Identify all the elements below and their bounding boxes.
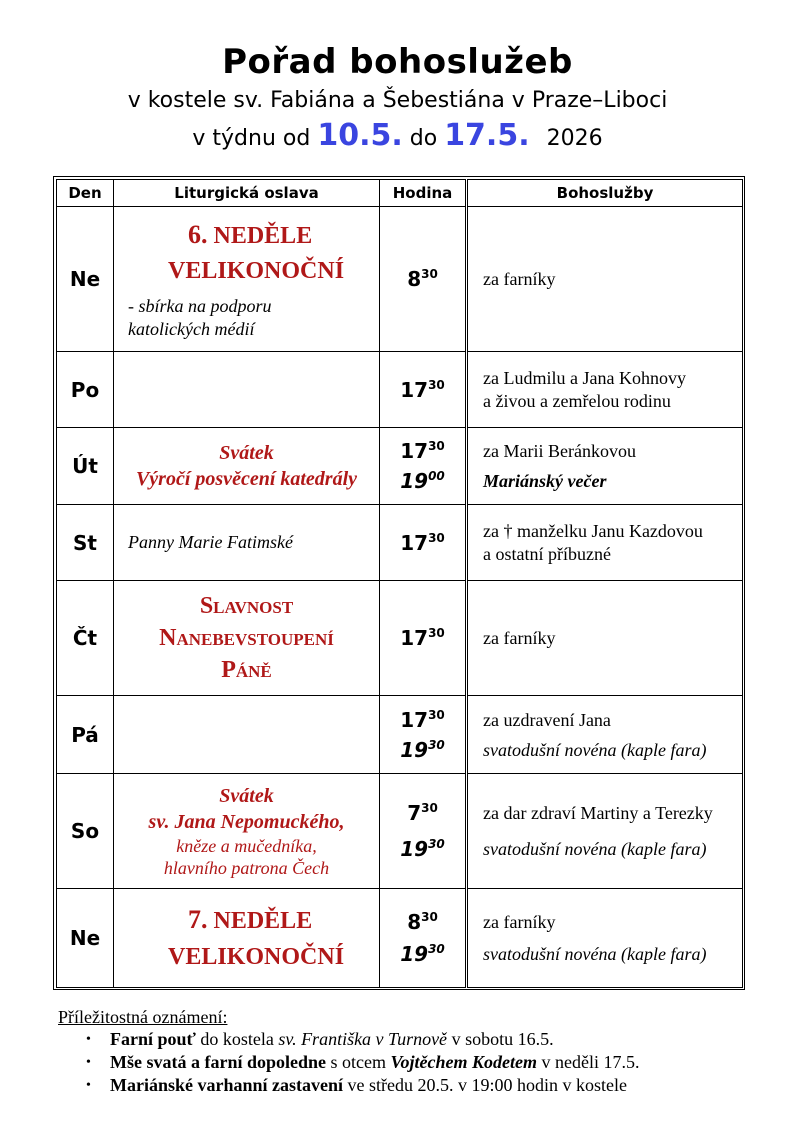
page-title: Pořad bohoslužeb [222, 42, 573, 82]
service-cell [467, 696, 743, 774]
table-row [57, 207, 743, 352]
feast-cell [114, 352, 380, 428]
day-cell: Pá [57, 696, 114, 774]
day-cell: Čt [57, 581, 114, 696]
feast-word: NEDĚLE [207, 907, 313, 934]
time-value [380, 705, 465, 735]
service-line: za farníky [483, 912, 556, 932]
time-minutes: 30 [421, 910, 438, 924]
feast-note-2: katolických médií [128, 318, 255, 339]
feast-subtitle-1: kněze a mučedníka, [176, 836, 317, 856]
week-between: do [409, 126, 438, 151]
time-value [380, 621, 465, 655]
day-cell: Ne [57, 207, 114, 352]
feast-title-2: VELIKONOČNÍ [168, 943, 345, 970]
table-row [57, 428, 743, 505]
time-minutes: 30 [421, 801, 438, 815]
table-row [57, 774, 743, 889]
time-value [380, 436, 465, 466]
day-cell: So [57, 774, 114, 889]
feast-title-1 [128, 902, 379, 939]
header-services: Bohoslužby [467, 180, 743, 207]
time-hour: 17 [400, 377, 429, 402]
service-cell [467, 774, 743, 889]
service-line: za † manželku Janu Kazdovou [483, 520, 703, 541]
time-minutes: 30 [428, 837, 445, 851]
item-bold: Farní pouť [110, 1029, 196, 1049]
feast-subtitle-2: hlavního patrona Čech [163, 858, 330, 878]
service-line: svatodušní novéna (kaple fara) [483, 944, 707, 964]
service-cell [467, 428, 743, 505]
service-line: za dar zdraví Martiny a Terezky [483, 803, 713, 823]
item-bold: Mše svatá a farní dopoledne [110, 1052, 326, 1072]
feast-word: NEDĚLE [207, 222, 313, 249]
time-cell [380, 505, 467, 581]
feast-cell [114, 581, 380, 696]
time-value [380, 938, 465, 970]
feast-cell [114, 696, 380, 774]
time-hour: 19 [400, 469, 429, 493]
feast-title-2: Výročí posvěcení katedrály [135, 468, 358, 490]
announcements [58, 1006, 758, 1097]
time-cell [380, 581, 467, 696]
feast-title-1: Svátek [219, 442, 274, 464]
time-hour: 17 [400, 626, 429, 650]
time-hour: 7 [407, 801, 422, 825]
time-minutes: 30 [428, 377, 445, 392]
time-minutes: 30 [428, 737, 445, 752]
feast-title-1: Slavnost [199, 593, 294, 619]
table-row [57, 889, 743, 988]
week-prefix: v týdnu od [192, 126, 311, 151]
time-hour: 17 [400, 530, 429, 555]
time-value [380, 466, 465, 496]
feast-title-2: VELIKONOČNÍ [168, 257, 345, 284]
announcements-heading: Příležitostná oznámení: [58, 1007, 228, 1027]
service-line: svatodušní novéna (kaple fara) [483, 839, 707, 859]
service-line: za farníky [483, 268, 556, 289]
list-item [58, 1074, 758, 1097]
time-value [380, 373, 465, 407]
table-row [57, 581, 743, 696]
item-text: do kostela [195, 1029, 279, 1049]
time-minutes: 30 [428, 707, 445, 722]
feast-title-3: Páně [221, 657, 272, 683]
time-value [380, 795, 465, 831]
time-minutes: 30 [428, 439, 445, 453]
feast-title-1: Panny Marie Fatimské [128, 532, 293, 552]
list-item [58, 1028, 758, 1051]
time-hour: 17 [400, 707, 429, 732]
service-line: a ostatní příbuzné [483, 543, 611, 564]
day-cell: Út [57, 428, 114, 505]
year: 2026 [546, 126, 603, 151]
time-value [380, 262, 465, 296]
service-line: svatodušní novéna (kaple fara) [483, 739, 707, 760]
time-cell [380, 889, 467, 988]
page-subtitle: v kostele sv. Fabiána a Šebestiána v Praze–Liboci [127, 88, 668, 113]
feast-title-2: sv. Jana Nepomuckého, [148, 811, 345, 833]
service-line: za farníky [483, 627, 556, 648]
service-line: za uzdravení Jana [483, 709, 611, 730]
feast-cell [114, 428, 380, 505]
time-hour: 19 [400, 942, 429, 966]
feast-title-1: Svátek [219, 785, 274, 807]
service-cell [467, 207, 743, 352]
time-hour: 8 [407, 267, 422, 291]
time-value [380, 906, 465, 938]
date-to: 17.5. [444, 118, 530, 153]
feast-cell [114, 774, 380, 889]
table-row [57, 696, 743, 774]
day-cell: Po [57, 352, 114, 428]
time-hour: 19 [400, 837, 429, 861]
feast-note-1: - sbírka na podporu [128, 295, 272, 316]
date-from: 10.5. [317, 118, 403, 153]
table-row [57, 505, 743, 581]
header-den: Den [57, 180, 114, 207]
item-bold: Mariánské varhanní zastavení [110, 1075, 344, 1095]
week-line [0, 118, 795, 153]
time-hour: 8 [407, 910, 422, 934]
day-cell: St [57, 505, 114, 581]
time-minutes: 30 [428, 942, 445, 956]
day-cell: Ne [57, 889, 114, 988]
list-item [58, 1051, 758, 1074]
service-cell [467, 889, 743, 988]
service-line: Mariánský večer [483, 471, 607, 491]
time-minutes: 30 [428, 626, 445, 640]
service-cell [467, 581, 743, 696]
announcements-list [58, 1028, 758, 1097]
feast-cell [114, 207, 380, 352]
feast-cell [114, 505, 380, 581]
service-cell [467, 505, 743, 581]
time-minutes: 30 [421, 267, 438, 281]
feast-number: 6. [188, 219, 208, 249]
feast-number: 7. [188, 904, 208, 934]
item-text: v neděli 17.5. [536, 1052, 640, 1072]
feast-title-1 [128, 218, 379, 253]
time-hour: 19 [400, 737, 429, 762]
table-header-row [57, 180, 743, 207]
service-cell [467, 352, 743, 428]
time-cell [380, 207, 467, 352]
time-cell [380, 696, 467, 774]
feast-title-2: Nanebevstoupení [159, 625, 334, 651]
time-minutes: 00 [428, 469, 445, 483]
time-hour: 17 [400, 439, 429, 463]
time-cell [380, 352, 467, 428]
service-line: za Marii Beránkovou [483, 441, 636, 461]
time-cell [380, 774, 467, 889]
item-text: ve středu 20.5. v 19:00 hodin v kostele [343, 1075, 627, 1095]
item-text: s otcem [326, 1052, 391, 1072]
item-bold-italic: Vojtěchem Kodetem [390, 1052, 537, 1072]
feast-cell [114, 889, 380, 988]
time-cell [380, 428, 467, 505]
time-value [380, 831, 465, 867]
time-value [380, 735, 465, 765]
service-line: za Ludmilu a Jana Kohnovy [483, 367, 686, 388]
item-italic: sv. Františka v Turnově [278, 1029, 448, 1049]
table-row [57, 352, 743, 428]
service-line: a živou a zemřelou rodinu [483, 390, 671, 411]
time-value [380, 526, 465, 560]
time-minutes: 30 [428, 530, 445, 545]
header-hodina: Hodina [380, 180, 467, 207]
schedule-table [56, 179, 743, 988]
item-text: v sobotu 16.5. [447, 1029, 554, 1049]
header-liturgy: Liturgická oslava [114, 180, 380, 207]
